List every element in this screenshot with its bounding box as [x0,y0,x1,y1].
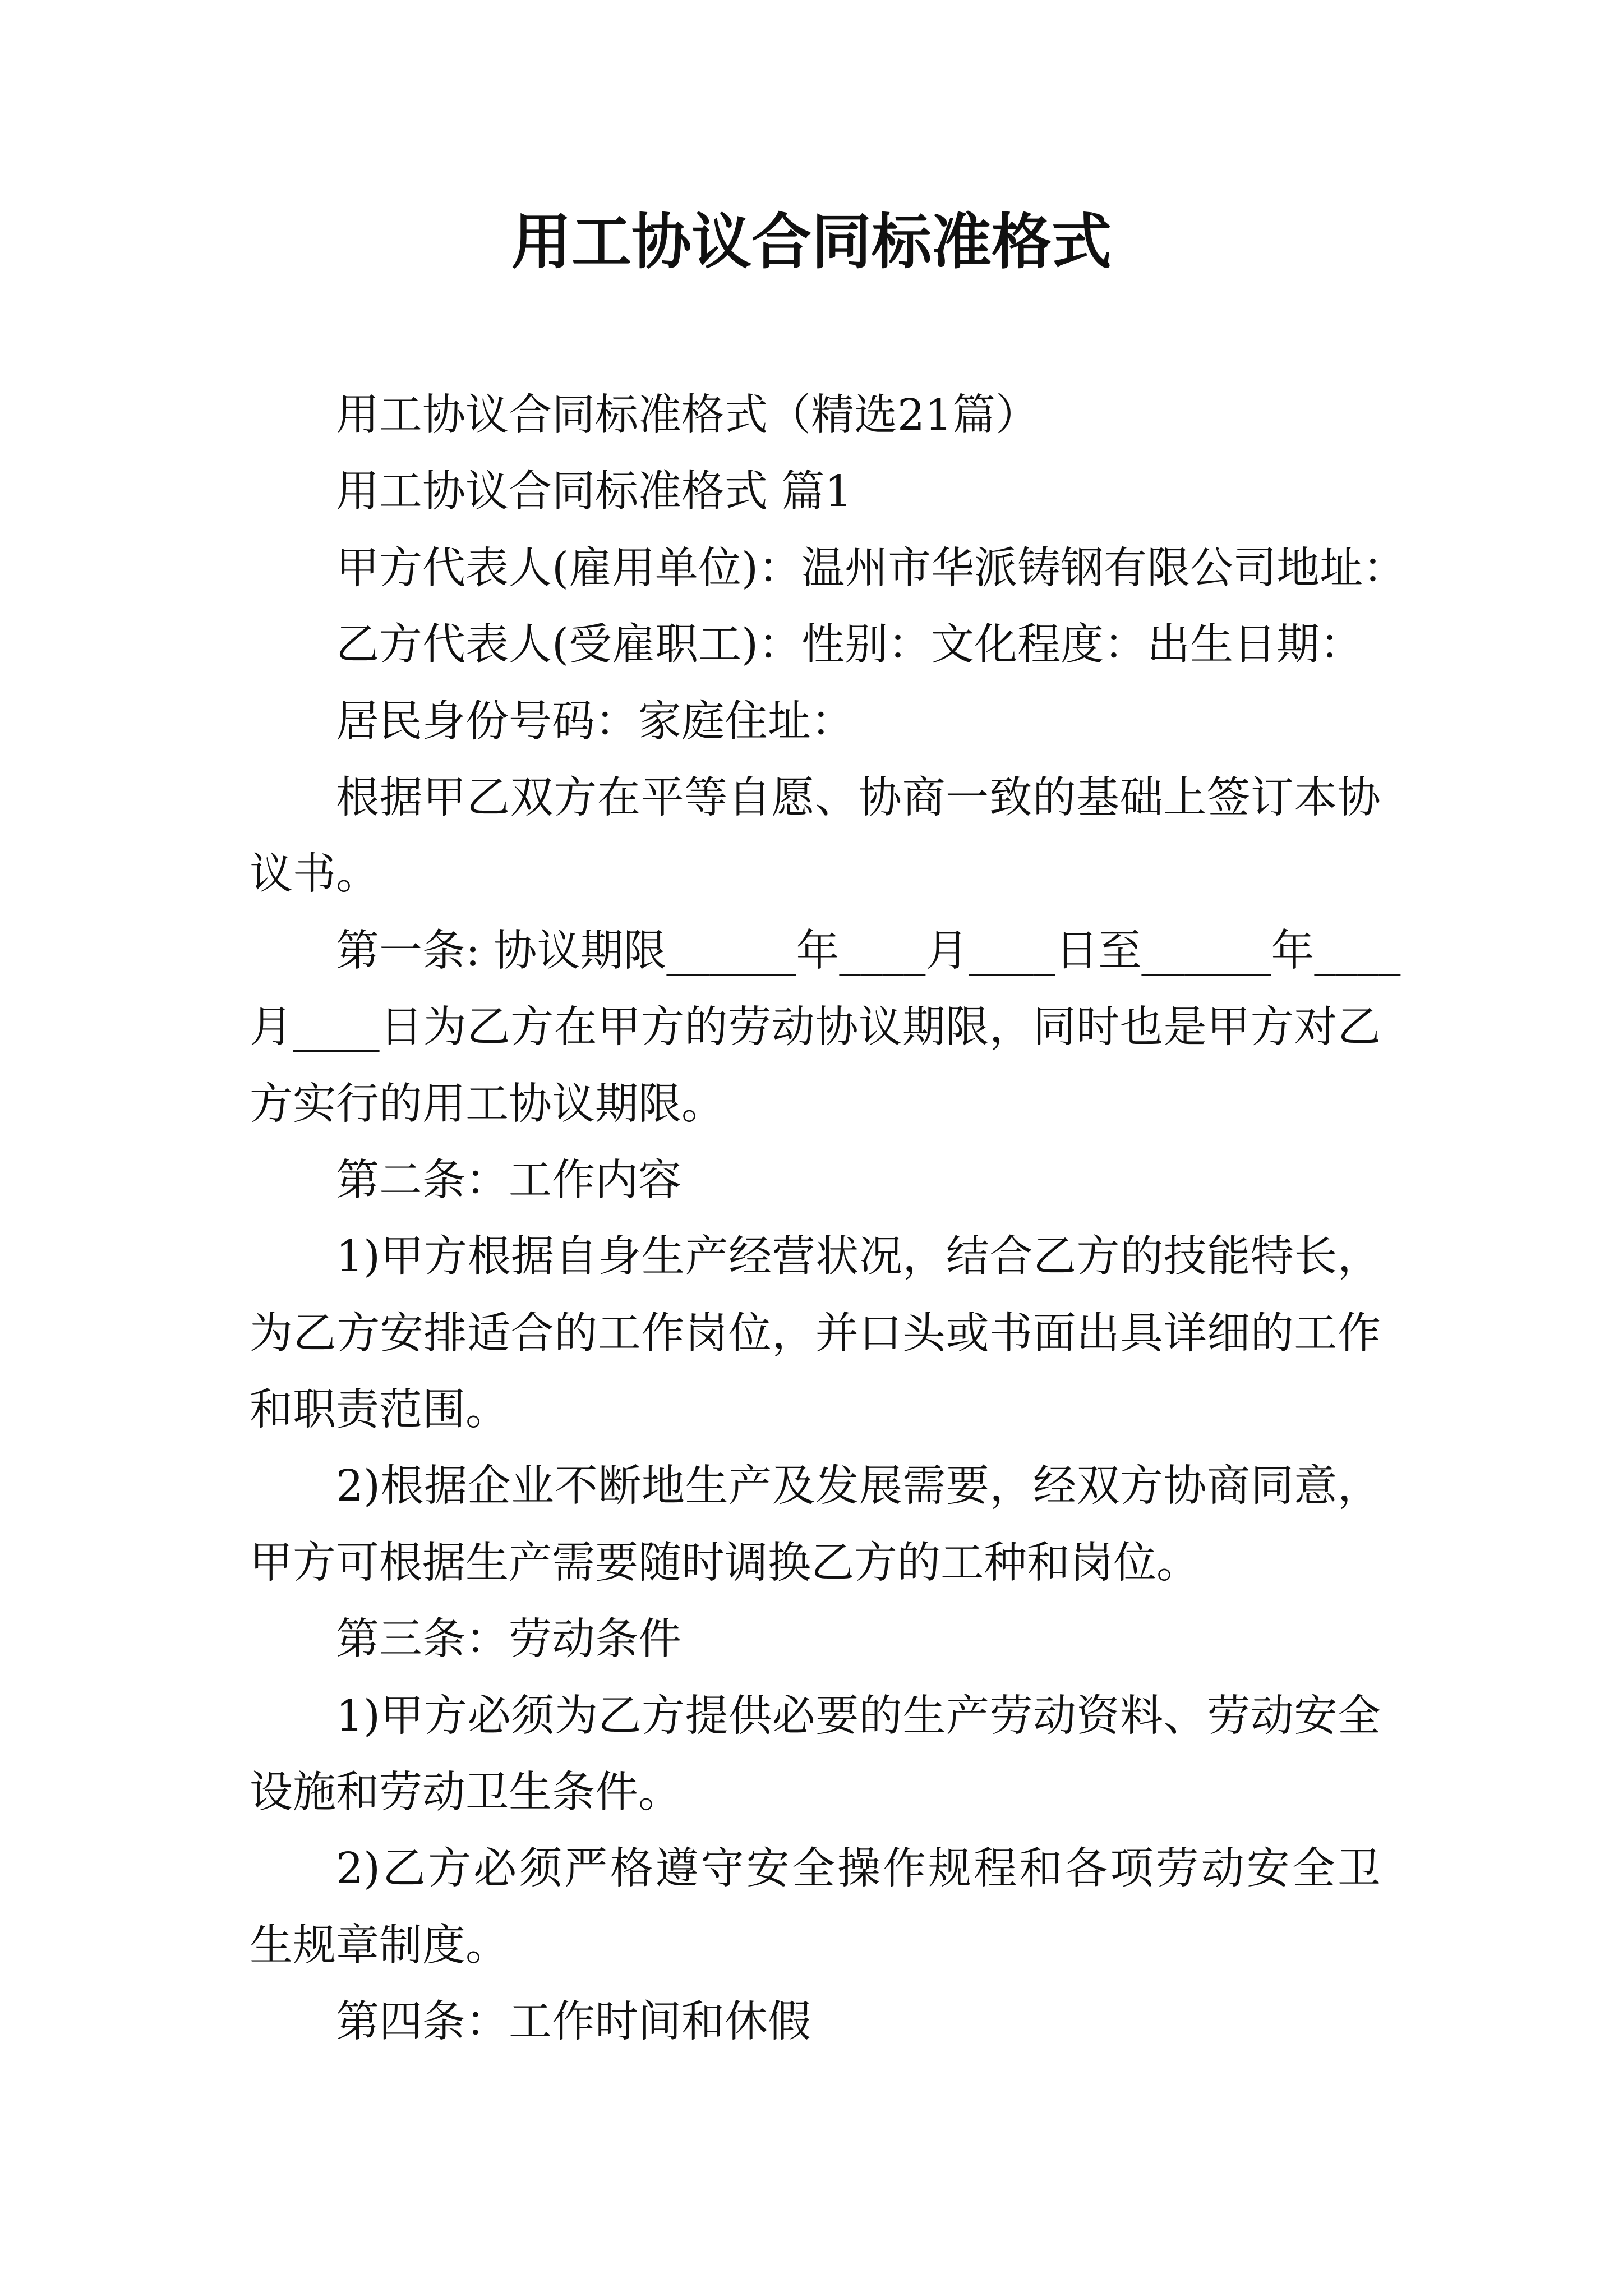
document-line: 月____日为乙方在甲方的劳动协议期限，同时也是甲方对乙 [250,1002,1381,1053]
document-line: 根据甲乙双方在平等自愿、协商一致的基础上签订本协 [336,772,1381,823]
document-line: 乙方代表人(受雇职工)：性别：文化程度：出生日期： [336,620,1363,670]
document-line: 第一条: 协议期限______年____月____日至______年____ [336,926,1401,976]
party-a-info [250,531,1407,607]
document-line: 1)甲方必须为乙方提供必要的生产劳动资料、劳动安全 [336,1691,1381,1741]
article-2-item-1 [250,1219,1381,1448]
document-line: 生规章制度。 [250,1920,509,1971]
article-4-heading [250,1984,1381,2060]
document-line: 用工协议合同标准格式（精选21篇） [336,390,1039,440]
document-line: 用工协议合同标准格式 篇1 [336,467,852,517]
document-line: 甲方代表人(雇用单位)：温州市华派铸钢有限公司地址： [336,543,1407,593]
document-body [250,378,1407,2061]
document-line: 2)根据企业不断地生产及发展需要，经双方协商同意， [336,1461,1381,1512]
preamble-paragraph [250,760,1381,913]
document-line: 设施和劳动卫生条件。 [250,1768,681,1818]
article-3-item-2 [250,1831,1381,1984]
document-line: 第四条：工作时间和休假 [336,1997,811,2047]
article-3-item-1 [250,1678,1381,1832]
document-line: 为乙方安排适合的工作岗位，并口头或书面出具详细的工作 [250,1308,1381,1359]
document-line: 方实行的用工协议期限。 [250,1079,725,1129]
subtitle-paragraph [250,378,1381,454]
document-title: 用工协议合同标准格式 [511,207,1112,277]
article-2-heading [250,1143,1381,1219]
document-line: 甲方可根据生产需要随时调换乙方的工种和岗位。 [250,1538,1200,1588]
id-address-info [250,684,1381,760]
document-line: 第三条：劳动条件 [336,1614,681,1665]
document-line: 2)乙方必须严格遵守安全操作规程和各项劳动安全卫 [336,1844,1381,1894]
document-line: 居民身份号码：家庭住址： [336,696,854,747]
article-1-paragraph [250,913,1401,1143]
document-line: 1)甲方根据自身生产经营状况，结合乙方的技能特长， [336,1232,1381,1282]
document-line: 议书。 [250,849,379,900]
party-b-info [250,607,1381,683]
section-heading [250,454,1381,530]
article-2-item-2 [250,1448,1381,1602]
document-line: 第二条：工作内容 [336,1155,681,1205]
document-line: 和职责范围。 [250,1385,509,1435]
article-3-heading [250,1602,1381,1678]
